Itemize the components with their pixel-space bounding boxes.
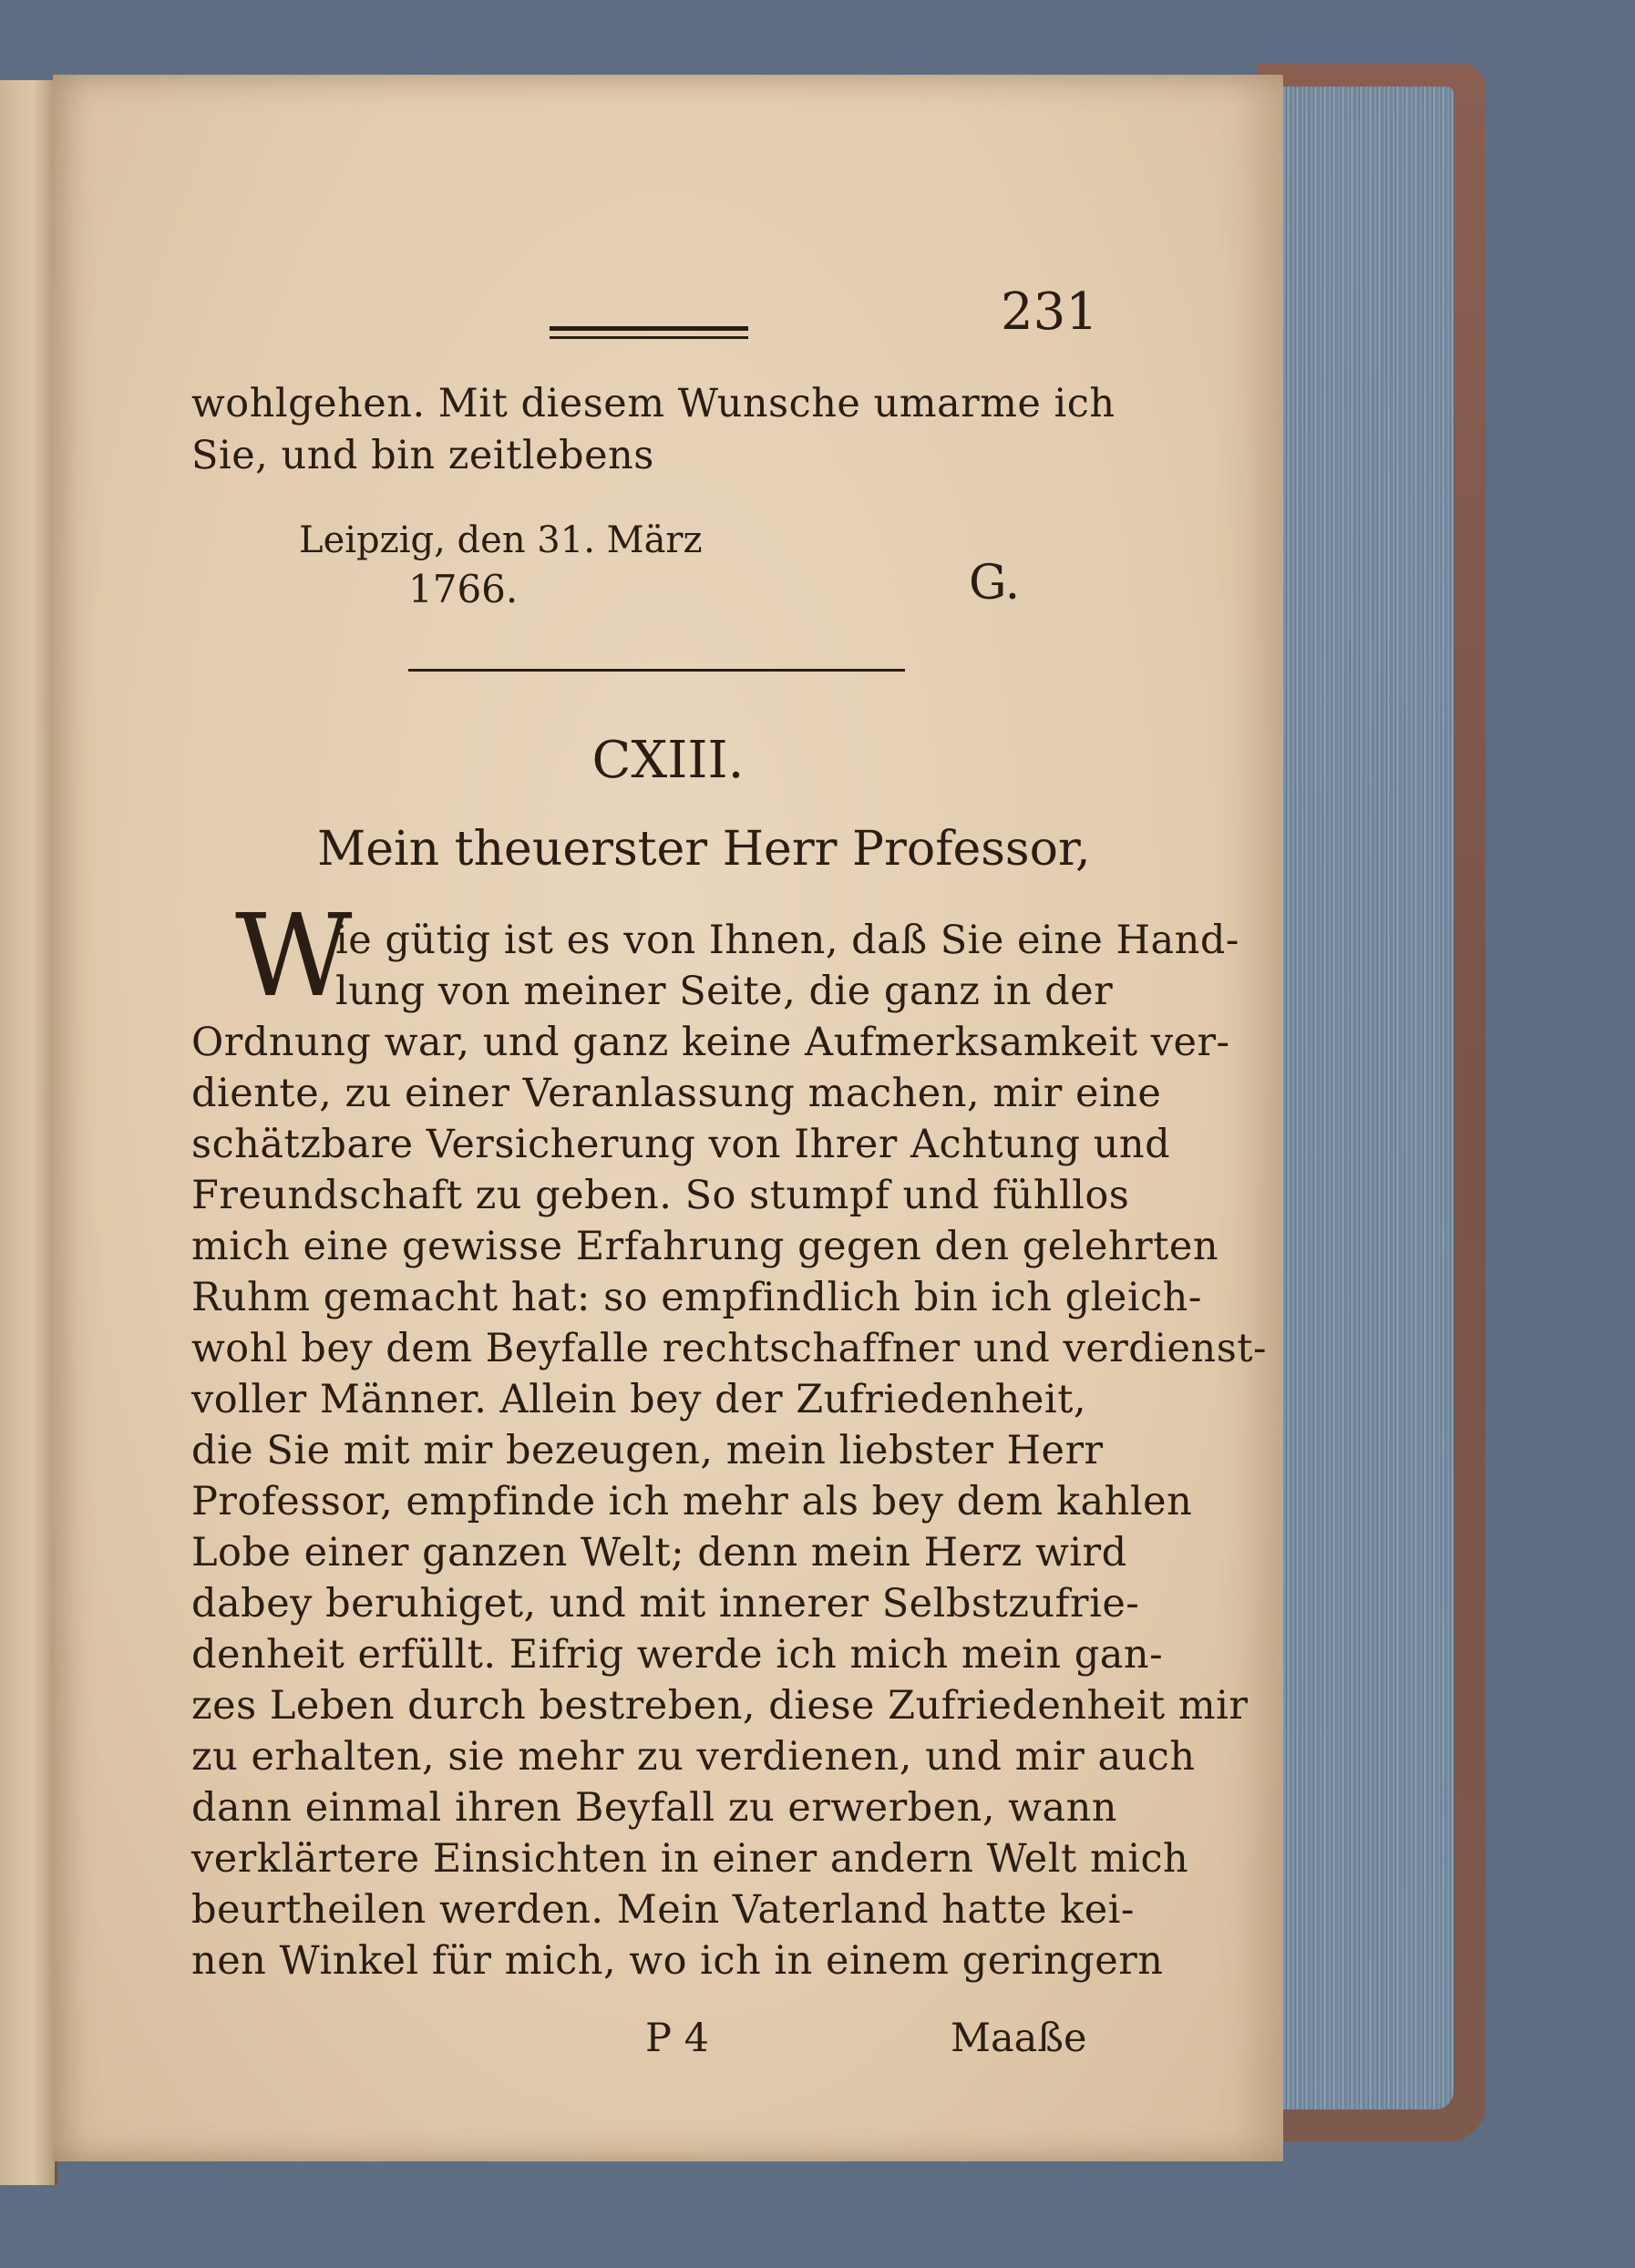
body-line: Freundschaft zu geben. So stumpf und fühllos [191, 1173, 1130, 1218]
body-line: wohl bey dem Beyfalle rechtschaffner und verdienst- [191, 1326, 1268, 1371]
body-line: beurtheilen werden. Mein Vaterland hatte kei- [191, 1887, 1135, 1933]
signature-mark: P 4 [645, 2016, 709, 2061]
facing-page-edge [0, 80, 57, 2185]
body-line: Professor, empfinde ich mehr als bey dem kahlen [191, 1479, 1193, 1524]
header-rule [550, 326, 748, 331]
page-block-edge [1271, 87, 1454, 2109]
section-rule [408, 669, 905, 672]
body-line: dabey beruhiget, und mit innerer Selbstzufrie- [191, 1581, 1140, 1627]
body-line: diente, zu einer Veranlassung machen, mir eine [191, 1071, 1162, 1116]
body-line: nen Winkel für mich, wo ich in einem geringern [191, 1938, 1164, 1984]
body-line: lung von meiner Seite, die ganz in der [335, 969, 1114, 1014]
catchword: Maaße [951, 2016, 1087, 2061]
place-date: Leipzig, den 31. März [299, 519, 703, 561]
header-rule-thin [550, 336, 748, 339]
body-line: denheit erfüllt. Eifrig werde ich mich mein gan- [191, 1632, 1164, 1678]
body-line: dann einmal ihren Beyfall zu erwerben, wann [191, 1785, 1117, 1831]
body-line: die Sie mit mir bezeugen, mein liebster Herr [191, 1428, 1104, 1473]
body-line: verklärtere Einsichten in einer andern Welt mich [191, 1836, 1189, 1882]
body-line: mich eine gewisse Erfahrung gegen den gelehrten [191, 1224, 1219, 1269]
body-line: ie gütig ist es von Ihnen, daß Sie eine Hand- [335, 918, 1239, 963]
salutation: Mein theuerster Herr Professor, [317, 822, 1091, 877]
body-line: zes Leben durch bestreben, diese Zufriedenheit mir [191, 1683, 1249, 1729]
body-line: Lobe einer ganzen Welt; denn mein Herz wird [191, 1530, 1127, 1575]
letter-number: CXIII. [591, 731, 745, 790]
body-line: Ruhm gemacht hat: so empfindlich bin ich gleich- [191, 1275, 1202, 1320]
drop-cap: W [235, 890, 353, 1022]
opening-line: wohlgehen. Mit diesem Wunsche umarme ich [191, 381, 1116, 426]
opening-line: Sie, und bin zeitlebens [191, 433, 654, 478]
body-line: zu erhalten, sie mehr zu verdienen, und mir auch [191, 1734, 1196, 1780]
body-line: Ordnung war, und ganz keine Aufmerksamkeit ver- [191, 1020, 1230, 1065]
body-line: schätzbare Versicherung von Ihrer Achtung und [191, 1122, 1171, 1167]
letter-year: 1766. [408, 567, 519, 611]
page-number: 231 [1001, 282, 1098, 342]
body-line: voller Männer. Allein bey der Zufriedenheit, [191, 1377, 1087, 1422]
letter-signature: G. [969, 556, 1021, 611]
book-page [53, 75, 1283, 2161]
